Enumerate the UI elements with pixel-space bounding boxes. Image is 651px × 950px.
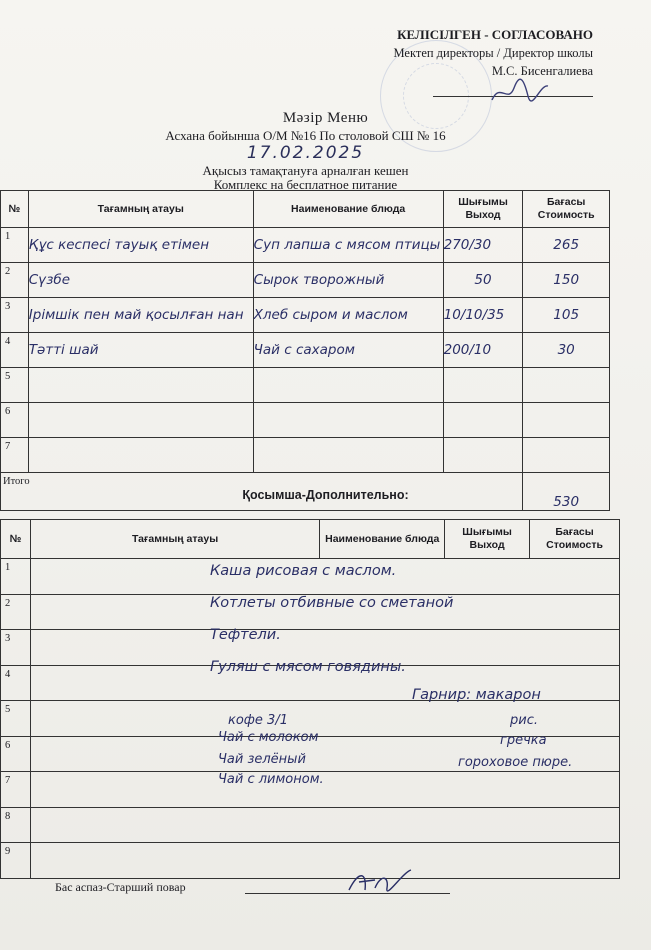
row-number: 1 bbox=[1, 559, 31, 595]
additional-drink: Чай с молоком bbox=[218, 730, 319, 745]
additional-dish: Тефтели. bbox=[210, 627, 281, 643]
dish-name-kz: Құс кеспесі тауық етімен bbox=[28, 228, 253, 263]
empty-cell bbox=[28, 438, 253, 473]
row-number: 4 bbox=[1, 665, 31, 701]
table-row bbox=[1, 807, 620, 843]
row-number: 5 bbox=[1, 368, 29, 403]
table-row bbox=[1, 438, 610, 473]
additional-dish: Каша рисовая с маслом. bbox=[210, 563, 397, 579]
table-row bbox=[1, 333, 610, 368]
canteen-line: Асхана бойынша О/М №16 По столовой СШ № 16 bbox=[165, 128, 446, 143]
additional-dish: Гуляш с мясом говядины. bbox=[210, 659, 406, 675]
dish-name-kz: Тәтті шай bbox=[28, 333, 253, 368]
chef-signature bbox=[345, 866, 415, 896]
dish-output: 50 bbox=[443, 263, 523, 298]
row-number: 7 bbox=[1, 772, 31, 808]
col-output: Шығымы Выход bbox=[445, 520, 530, 559]
menu-title: Мәзір Меню bbox=[282, 110, 369, 126]
free-meal-ru: Комплекс на бесплатное питание bbox=[213, 177, 398, 192]
dish-name-ru: Сырок творожный bbox=[253, 263, 443, 298]
dish-name-ru: Чай с сахаром bbox=[253, 333, 443, 368]
empty-cell bbox=[443, 403, 523, 438]
row-number: 3 bbox=[1, 630, 31, 666]
empty-cell bbox=[28, 403, 253, 438]
director-signature bbox=[490, 78, 550, 106]
col-number: № bbox=[1, 191, 29, 228]
garnish-label: Гарнир: макарон bbox=[412, 687, 541, 703]
table-row bbox=[1, 403, 610, 438]
col-name-ru: Наименование блюда bbox=[253, 191, 443, 228]
col-price: Бағасы Стоимость bbox=[530, 520, 620, 559]
row-number: 4 bbox=[1, 333, 29, 368]
free-menu-table bbox=[0, 190, 610, 511]
row-cell bbox=[30, 807, 619, 843]
col-name-ru: Наименование блюда bbox=[320, 520, 445, 559]
handwritten-date: 17.02.2025 bbox=[246, 143, 365, 163]
col-price: Бағасы Стоимость bbox=[523, 191, 610, 228]
table-row bbox=[1, 228, 610, 263]
total-label: Итого bbox=[1, 473, 523, 511]
table-row bbox=[1, 843, 620, 879]
row-number: 6 bbox=[1, 403, 29, 438]
garnish-item: гречка bbox=[500, 733, 547, 748]
empty-cell bbox=[523, 368, 610, 403]
dish-price: 105 bbox=[523, 298, 610, 333]
col-output: Шығымы Выход bbox=[443, 191, 523, 228]
empty-cell bbox=[443, 438, 523, 473]
row-number: 1 bbox=[1, 228, 29, 263]
approval-title: КЕЛІСІЛГЕН - СОГЛАСОВАНО bbox=[397, 27, 593, 42]
col-number: № bbox=[1, 520, 31, 559]
additional-drink: Чай зелёный bbox=[218, 752, 306, 767]
table-row bbox=[1, 368, 610, 403]
empty-cell bbox=[28, 368, 253, 403]
empty-cell bbox=[253, 368, 443, 403]
additional-drink: кофе 3/1 bbox=[228, 713, 288, 728]
empty-cell bbox=[253, 438, 443, 473]
free-meal-kz: Ақысыз тамақтануға арналған кешен bbox=[202, 163, 409, 178]
garnish-item: гороховое пюре. bbox=[458, 755, 573, 770]
approval-block bbox=[393, 26, 593, 80]
row-number: 2 bbox=[1, 594, 31, 630]
row-number: 5 bbox=[1, 701, 31, 737]
row-number: 3 bbox=[1, 298, 29, 333]
dish-price: 150 bbox=[523, 263, 610, 298]
additional-dish: Котлеты отбивные со сметаной bbox=[210, 595, 454, 611]
dish-name-ru: Суп лапша с мясом птицы bbox=[253, 228, 443, 263]
row-number: 7 bbox=[1, 438, 29, 473]
col-name-kz: Тағамның атауы bbox=[28, 191, 253, 228]
row-number: 9 bbox=[1, 843, 31, 879]
dish-name-kz: Ірімшік пен май қосылған нан bbox=[28, 298, 253, 333]
total-value: 530 bbox=[523, 473, 610, 511]
approval-name: М.С. Бисенгалиева bbox=[491, 64, 593, 78]
additional-drink: Чай с лимоном. bbox=[218, 772, 324, 787]
row-cell bbox=[30, 843, 619, 879]
garnish-item: рис. bbox=[510, 713, 538, 728]
table-row bbox=[1, 263, 610, 298]
dish-price: 30 bbox=[523, 333, 610, 368]
chef-label: Бас аспаз-Старший повар bbox=[55, 880, 186, 894]
empty-cell bbox=[523, 403, 610, 438]
dish-name-kz: Сүзбе bbox=[28, 263, 253, 298]
empty-cell bbox=[443, 368, 523, 403]
dish-price: 265 bbox=[523, 228, 610, 263]
col-name-kz: Тағамның атауы bbox=[30, 520, 319, 559]
additional-section-title: Қосымша-Дополнительно: bbox=[242, 488, 409, 502]
dish-output: 200/10 bbox=[443, 333, 523, 368]
row-number: 2 bbox=[1, 263, 29, 298]
empty-cell bbox=[523, 438, 610, 473]
dish-name-ru: Хлеб сыром и маслом bbox=[253, 298, 443, 333]
row-cell bbox=[30, 772, 619, 808]
approval-position: Мектеп директоры / Директор школы bbox=[393, 46, 593, 60]
row-number: 8 bbox=[1, 807, 31, 843]
table-row bbox=[1, 298, 610, 333]
row-number: 6 bbox=[1, 736, 31, 772]
empty-cell bbox=[253, 403, 443, 438]
dish-output: 10/10/35 bbox=[443, 298, 523, 333]
dish-output: 270/30 bbox=[443, 228, 523, 263]
